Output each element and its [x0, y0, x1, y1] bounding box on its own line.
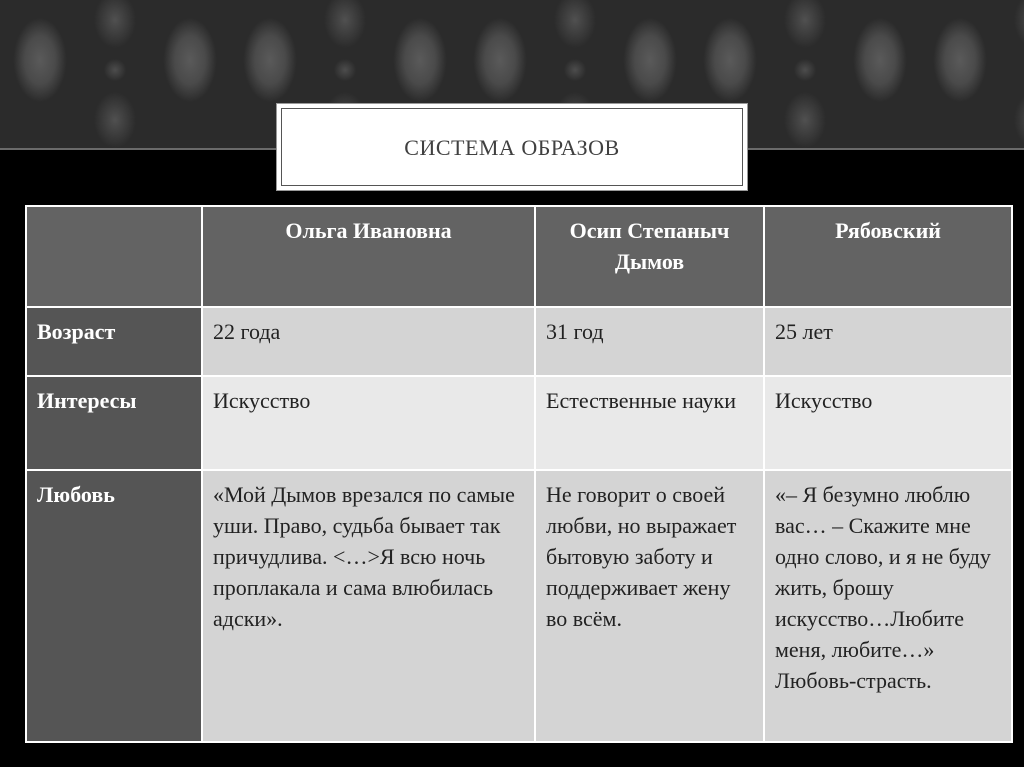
row-label-age: Возраст — [26, 307, 202, 376]
row-label-interests: Интересы — [26, 376, 202, 470]
table-header-row — [26, 206, 1012, 307]
cell-love-ryabovsky: «– Я безумно люблю вас… – Скажите мне одно слово, и я не буду жить, брошу искусство…Любите меня, любите…» Любовь-страсть. — [764, 470, 1012, 742]
cell-age-olga: 22 года — [202, 307, 535, 376]
cell-interests-ryabovsky: Искусство — [764, 376, 1012, 470]
cell-interests-olga: Искусство — [202, 376, 535, 470]
header-cell-olga: Ольга Ивановна — [202, 206, 535, 307]
header-cell-ryabovsky: Рябовский — [764, 206, 1012, 307]
header-cell-empty — [26, 206, 202, 307]
header-cell-dymov: Осип Степаныч Дымов — [535, 206, 764, 307]
cell-age-dymov: 31 год — [535, 307, 764, 376]
title-box — [276, 103, 748, 191]
table-row — [26, 307, 1012, 376]
cell-interests-dymov: Естественные науки — [535, 376, 764, 470]
table-row — [26, 470, 1012, 742]
slide-title: СИСТЕМА ОБРАЗОВ — [404, 135, 620, 160]
characters-table — [25, 205, 1013, 743]
cell-love-olga: «Мой Дымов врезался по самые уши. Право, судьба бывает так причудлива. <…>Я всю ночь проплакала и сама влюбилась адски». — [202, 470, 535, 742]
row-label-love: Любовь — [26, 470, 202, 742]
table-row — [26, 376, 1012, 470]
cell-age-ryabovsky: 25 лет — [764, 307, 1012, 376]
cell-love-dymov: Не говорит о своей любви, но выражает бытовую заботу и поддерживает жену во всём. — [535, 470, 764, 742]
